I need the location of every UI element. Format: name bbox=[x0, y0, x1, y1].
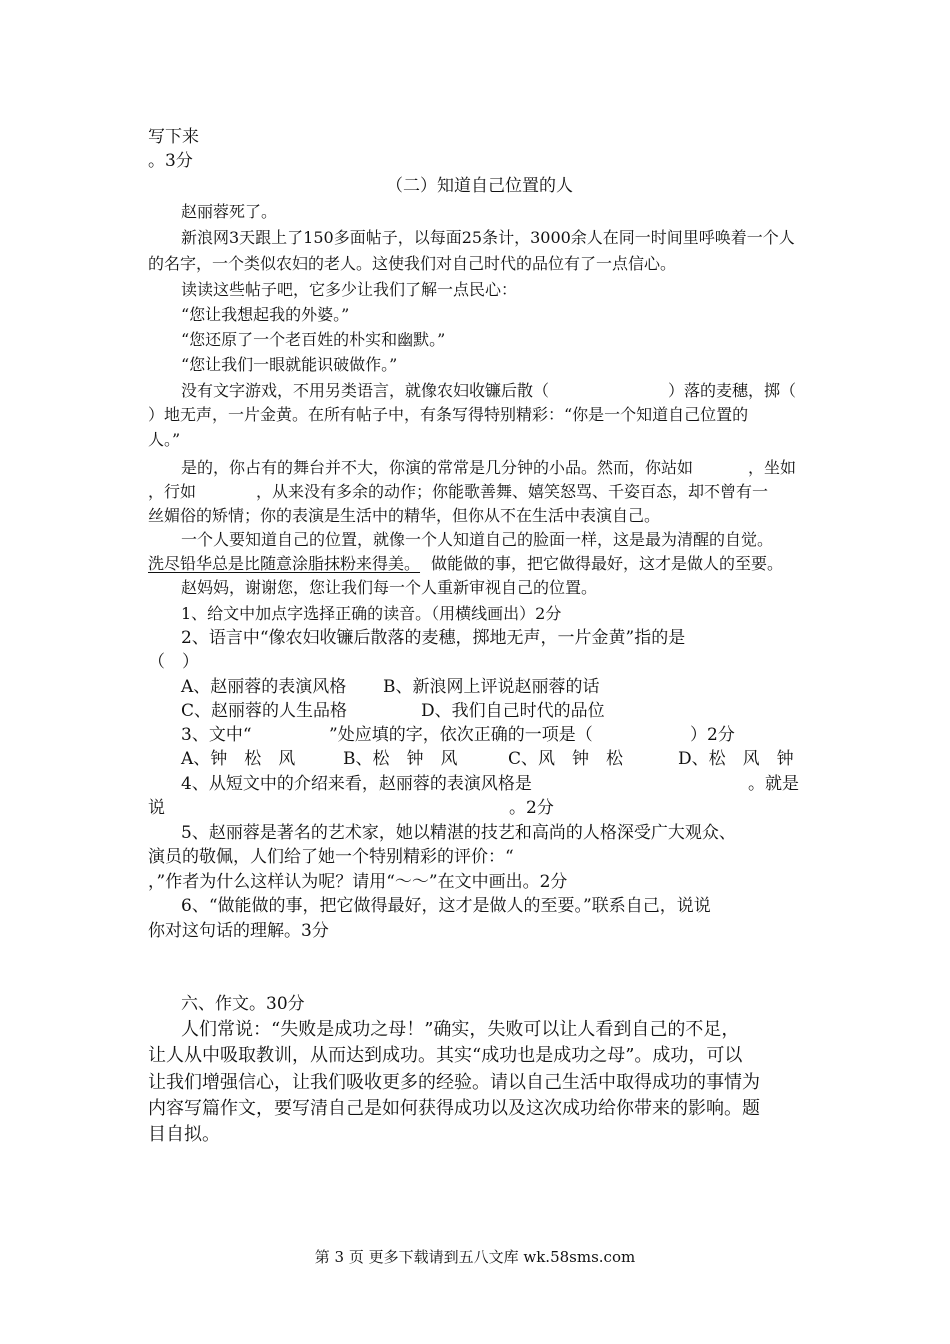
passage-title: （二）知道自己位置的人 bbox=[386, 176, 573, 196]
question-3-option-c: C、风 钟 松 bbox=[508, 749, 624, 769]
question-5-line2: 演员的敬佩，人们给了她一个特别精彩的评价：“ bbox=[148, 847, 514, 867]
passage-p3: 读读这些帖子吧，它多少让我们了解一点民心： bbox=[181, 280, 518, 299]
passage-p5-line1a: 是的，你占有的舞台并不大，你演的常常是几分钟的小品。然而，你站如 bbox=[181, 458, 694, 477]
quote-3: “您让我们一眼就能识破做作。” bbox=[181, 355, 398, 374]
question-3-part-a: 3、文中“ bbox=[181, 725, 252, 745]
question-3-part-b: ”处应填的字，依次正确的一项是（ bbox=[329, 725, 593, 745]
question-2-option-b: B、新浪网上评说赵丽蓉的话 bbox=[383, 677, 600, 697]
header-line-1: 写下来 bbox=[148, 127, 199, 147]
passage-p6-line1: 一个人要知道自己的位置，就像一个人知道自己的脸面一样，这是最为清醒的自觉。 bbox=[181, 530, 774, 549]
question-3-option-b: B、松 钟 风 bbox=[343, 749, 458, 769]
passage-p5-line1b: ，坐如 bbox=[748, 458, 797, 477]
essay-line-2: 让人从中吸取教训，从而达到成功。其实“成功也是成功之母”。成功，可以 bbox=[148, 1045, 743, 1066]
question-2-option-a: A、赵丽蓉的表演风格 bbox=[181, 677, 347, 697]
question-4-line2b: 。2分 bbox=[509, 798, 554, 818]
essay-line-3: 让我们增强信心，让我们吸收更多的经验。请以自己生活中取得成功的事情为 bbox=[148, 1072, 760, 1093]
passage-p6-underlined: 洗尽铅华总是比随意涂脂抹粉来得美。 bbox=[148, 554, 421, 573]
passage-p6-line2b: 做能做的事，把它做得最好，这才是做人的至要。 bbox=[431, 554, 784, 573]
essay-line-1: 人们常说：“失败是成功之母！”确实，失败可以让人看到自己的不足， bbox=[181, 1019, 740, 1040]
passage-p5-line2a: ，行如 bbox=[148, 482, 197, 501]
header-line-2: 。3分 bbox=[148, 151, 193, 171]
question-2-line2: （ ） bbox=[148, 652, 199, 672]
question-4-line2a: 说 bbox=[148, 798, 165, 818]
passage-p7: 赵妈妈，谢谢您，您让我们每一个人重新审视自己的位置。 bbox=[181, 578, 598, 597]
essay-heading: 六、作文。30分 bbox=[181, 994, 305, 1014]
page-footer: 第 3 页 更多下载请到五八文库 wk.58sms.com bbox=[314, 1248, 636, 1266]
passage-p4-line1b: ）落的麦穗，掷（ bbox=[668, 381, 797, 400]
question-3-option-a: A、钟 松 风 bbox=[181, 749, 296, 769]
passage-p4-line1a: 没有文字游戏，不用另类语言，就像农妇收镰后散（ bbox=[181, 381, 550, 400]
question-3-option-d: D、松 风 钟 bbox=[678, 749, 794, 769]
passage-p4-line2: ）地无声，一片金黄。在所有帖子中，有条写得特别精彩：“你是一个知道自己位置的 bbox=[148, 405, 749, 424]
quote-1: “您让我想起我的外婆。” bbox=[181, 305, 350, 324]
passage-p2-line2: 的名字，一个类似农妇的老人。这使我们对自己时代的品位有了一点信心。 bbox=[148, 254, 677, 273]
question-2-option-d: D、我们自己时代的品位 bbox=[421, 701, 605, 721]
question-4-line1b: 。就是 bbox=[748, 774, 799, 794]
passage-p5-line2b: ，从来没有多余的动作；你能歌善舞、嬉笑怒骂、千姿百态，却不曾有一 bbox=[256, 482, 769, 501]
question-3-part-c: ）2分 bbox=[690, 725, 735, 745]
question-2-option-c: C、赵丽蓉的人生品格 bbox=[181, 701, 348, 721]
question-2-line1: 2、语言中“像农妇收镰后散落的麦穗，掷地无声，一片金黄”指的是 bbox=[181, 628, 686, 648]
question-5-line1: 5、赵丽蓉是著名的艺术家，她以精湛的技艺和高尚的人格深受广大观众、 bbox=[181, 823, 736, 843]
essay-line-5: 目自拟。 bbox=[148, 1124, 220, 1145]
question-6-line2: 你对这句话的理解。3分 bbox=[148, 921, 329, 941]
question-1: 1、给文中加点字选择正确的读音。（用横线画出）2分 bbox=[181, 604, 562, 623]
essay-line-4: 内容写篇作文，要写清自己是如何获得成功以及这次成功给你带来的影响。题 bbox=[148, 1098, 760, 1119]
question-6-line1: 6、“做能做的事，把它做得最好，这才是做人的至要。”联系自己，说说 bbox=[181, 896, 711, 916]
passage-p1: 赵丽蓉死了。 bbox=[181, 202, 278, 221]
passage-p4-line3: 人。” bbox=[148, 430, 181, 449]
passage-p5-line3: 丝媚俗的矫情；你的表演是生活中的精华，但你从不在生活中表演自己。 bbox=[148, 506, 661, 525]
passage-p2-line1: 新浪网3天跟上了150多面帖子，以每面25条计，3000余人在同一时间里呼唤着一个人 bbox=[181, 228, 795, 247]
question-4-line1a: 4、从短文中的介绍来看，赵丽蓉的表演风格是 bbox=[181, 774, 532, 794]
quote-2: “您还原了一个老百姓的朴实和幽默。” bbox=[181, 330, 446, 349]
question-5-line3: ，”作者为什么这样认为呢？请用“～～”在文中画出。2分 bbox=[148, 872, 568, 892]
